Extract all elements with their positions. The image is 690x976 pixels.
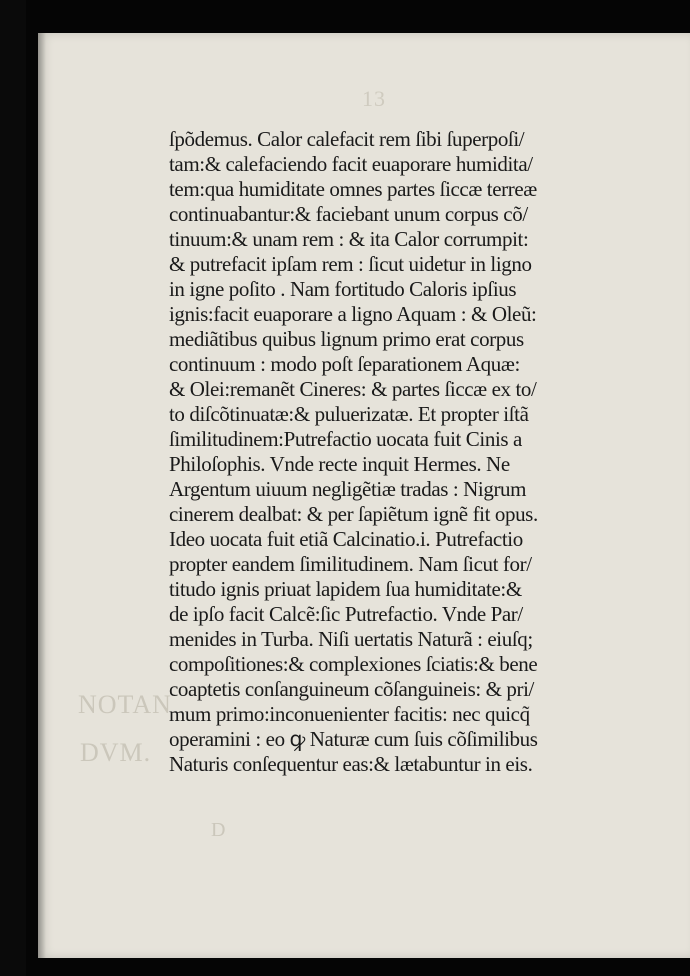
text-line: continuabantur:& faciebant unum corpus cõ/: [169, 202, 528, 226]
text-line: Naturis conſequentur eas:& lætabuntur in eis.: [169, 752, 533, 776]
body-text: [169, 127, 589, 777]
text-line: propter eandem ſimilitudinem. Nam ſicut for/: [169, 552, 532, 576]
text-line: & putrefacit ipſam rem : ſicut uidetur in ligno: [169, 252, 532, 276]
text-line: Argentum uiuum negligẽtiæ tradas : Nigrum: [169, 477, 527, 501]
text-line: menides in Turba. Niſi uertatis Naturã : eiuſq;: [169, 627, 533, 651]
scan-border: [0, 0, 26, 976]
text-line: ſimilitudinem:Putrefactio uocata fuit Cinis a: [169, 427, 522, 451]
page-number: 13: [362, 86, 386, 111]
show-through-text: D: [211, 819, 227, 841]
page-gutter-shadow: [38, 33, 46, 958]
show-through-text: NOTAN: [78, 690, 172, 719]
show-through-text: DVM.: [80, 738, 152, 767]
text-line: continuum : modo poſt ſeparationem Aquæ:: [169, 352, 520, 376]
text-line: & Olei:remanẽt Cineres: & partes ſiccæ ex to/: [169, 377, 537, 401]
text-line: mum primo:inconuenienter facitis: nec quicq̃: [169, 702, 530, 726]
text-line: in igne poſito . Nam fortitudo Caloris ipſius: [169, 277, 517, 301]
text-line: coaptetis conſanguineum cõſanguineis: & pri/: [169, 677, 534, 701]
text-line: titudo ignis priuat lapidem ſua humiditate:&: [169, 577, 522, 601]
text-line: ſpõdemus. Calor calefacit rem ſibi ſuperpoſi/: [169, 127, 525, 151]
text-line: to diſcõtinuatæ:& puluerizatæ. Et propter iſtã: [169, 402, 529, 426]
text-line: tam:& calefaciendo facit euaporare humidita/: [169, 152, 533, 176]
text-line: compoſitiones:& complexiones ſciatis:& bene: [169, 652, 538, 676]
text-line: cinerem dealbat: & per ſapiẽtum ignẽ fit opus.: [169, 502, 538, 526]
text-line: Ideo uocata fuit etiã Calcinatio.i. Putrefactio: [169, 527, 523, 551]
text-line: Philoſophis. Vnde recte inquit Hermes. Ne: [169, 452, 510, 476]
text-line: tinuum:& unam rem : & ita Calor corrumpit:: [169, 227, 529, 251]
text-line: tem:qua humiditate omnes partes ſiccæ terreæ: [169, 177, 537, 201]
text-line: operamini : eo ꝙ Naturæ cum ſuis cõſimilibus: [169, 727, 538, 751]
text-line: ignis:facit euaporare a ligno Aquam : & Oleũ:: [169, 302, 537, 326]
text-line: mediãtibus quibus lignum primo erat corpus: [169, 327, 524, 351]
text-line: de ipſo facit Calcẽ:ſic Putrefactio. Vnde Par/: [169, 602, 523, 626]
